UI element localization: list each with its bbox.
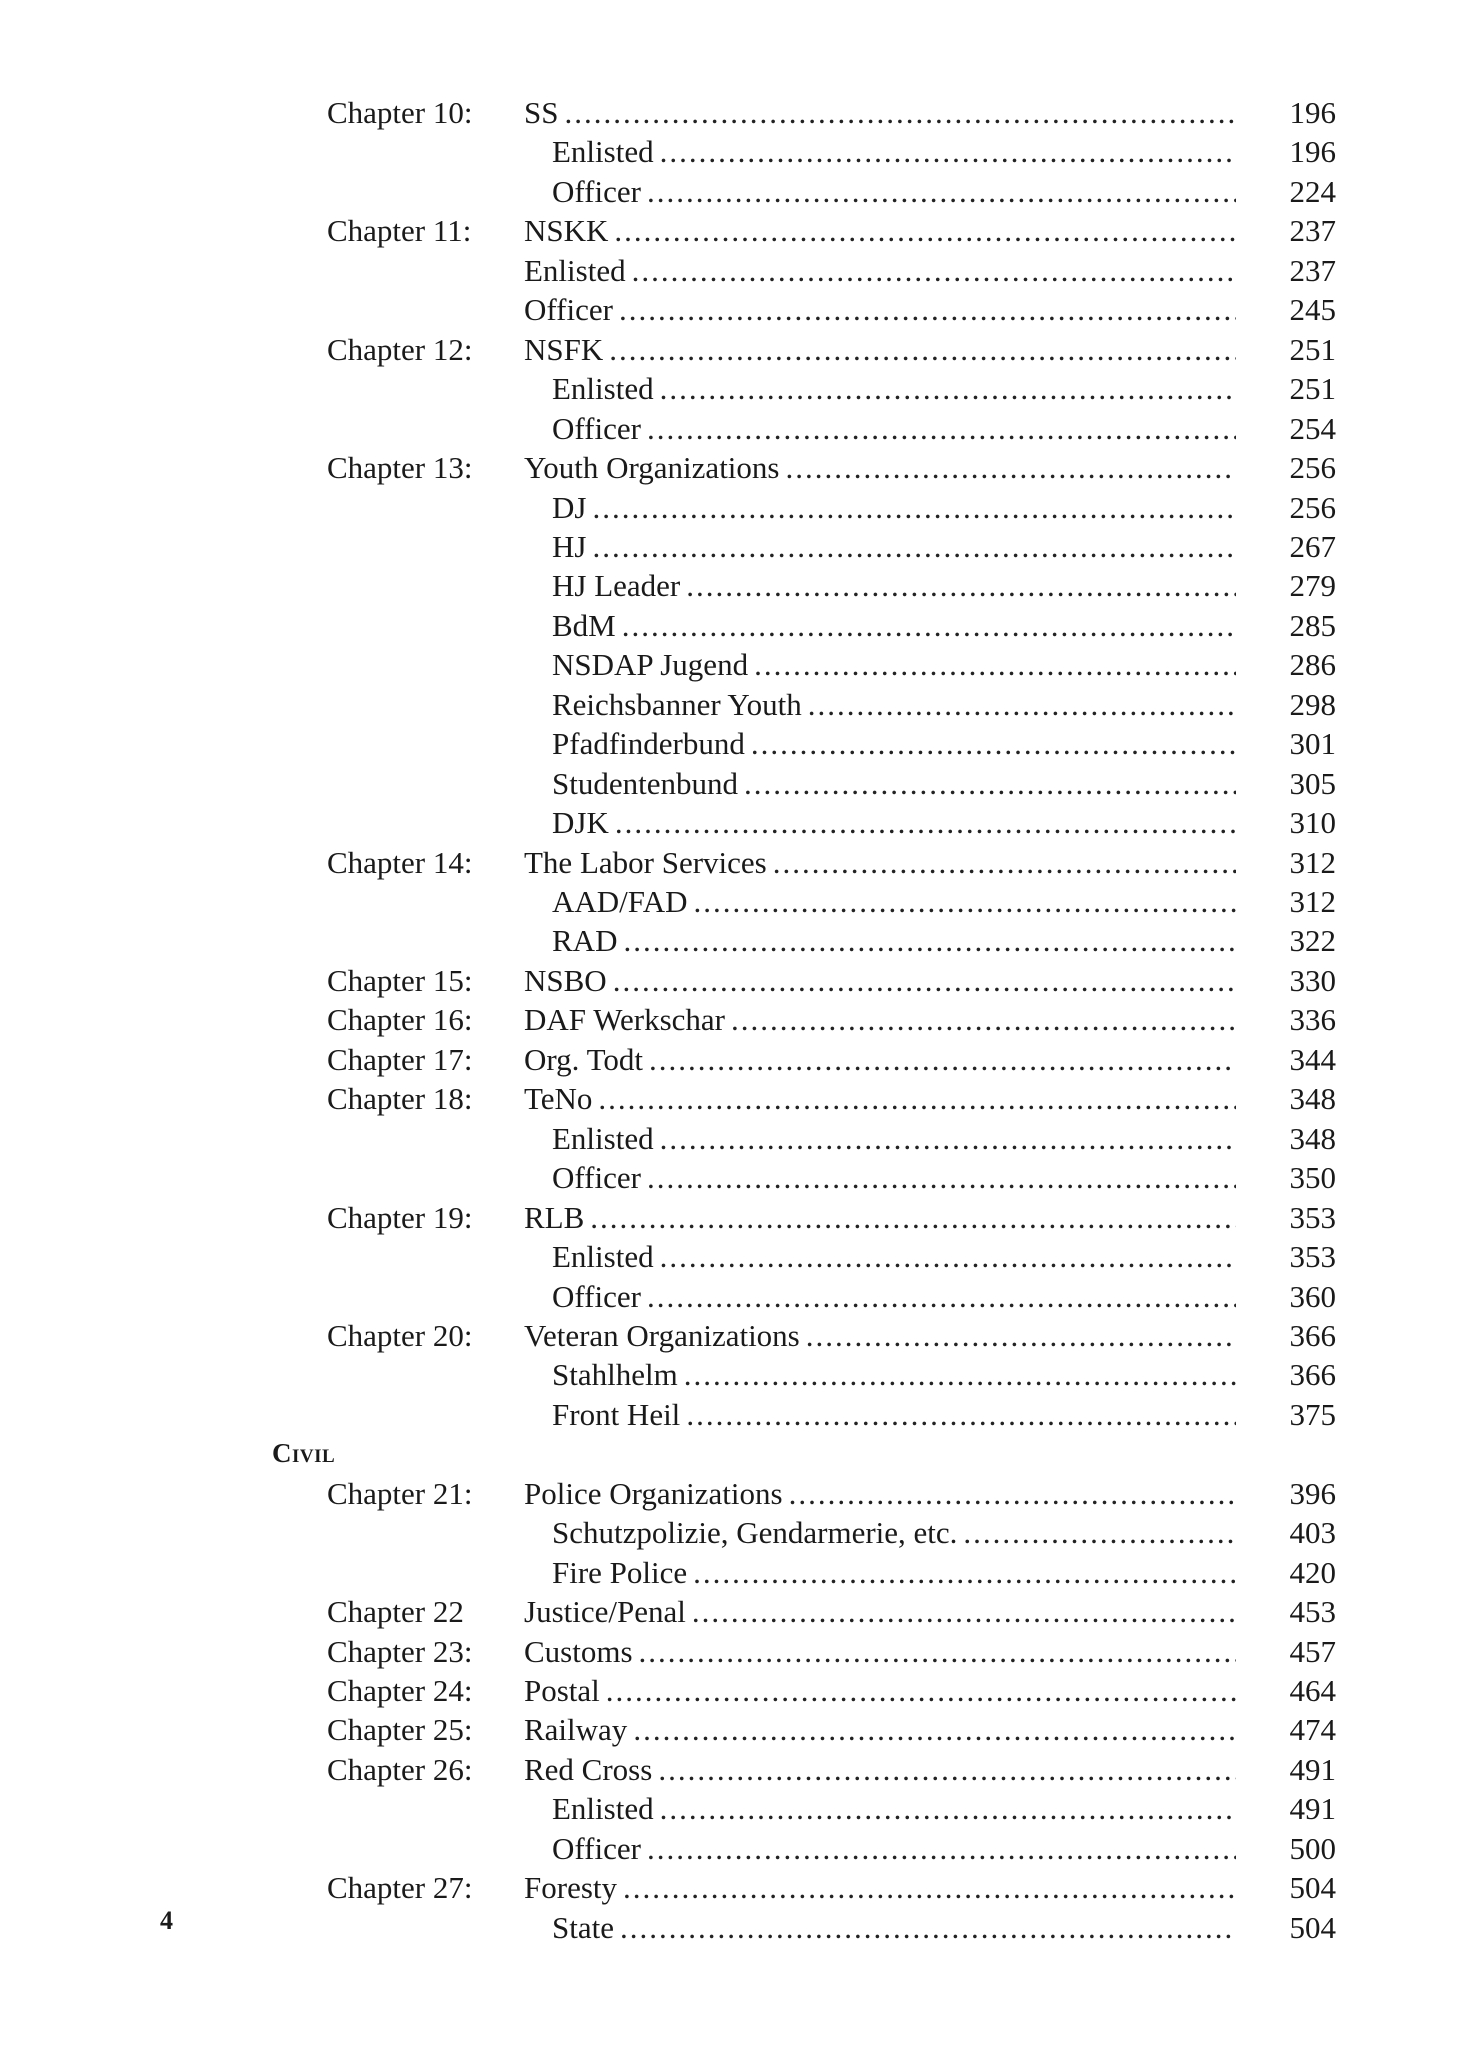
chapter-number: Chapter 20: <box>327 1317 473 1353</box>
entry-title: Front Heil <box>552 1396 681 1432</box>
entry-page-number: 256 <box>1289 450 1336 486</box>
toc-entry-row <box>0 566 1482 605</box>
entry-title: Foresty <box>524 1870 617 1906</box>
entry-page-number: 350 <box>1289 1160 1336 1196</box>
entry-page-number: 464 <box>1289 1673 1336 1708</box>
toc-entry <box>552 1789 1236 1828</box>
entry-page-number: 504 <box>1289 1909 1336 1945</box>
entry-title: HJ Leader <box>552 568 681 604</box>
entry-page-number: 245 <box>1289 292 1336 328</box>
entry-title: RLB <box>524 1199 585 1235</box>
dot-leader <box>598 1079 1236 1118</box>
chapter-number: Chapter 21: <box>327 1475 473 1511</box>
entry-page-number: 237 <box>1289 252 1336 288</box>
dot-leader <box>649 1040 1236 1079</box>
dot-leader <box>592 488 1236 527</box>
toc-entry-row <box>0 409 1482 448</box>
toc-entry-row <box>0 764 1482 803</box>
dot-leader <box>686 566 1236 605</box>
entry-page-number: 396 <box>1289 1475 1336 1511</box>
dot-leader <box>620 1908 1236 1947</box>
chapter-number: Chapter 14: <box>327 844 473 880</box>
toc-entry <box>552 488 1236 527</box>
entry-page-number: 224 <box>1289 173 1336 209</box>
toc-entry-row <box>0 1198 1482 1237</box>
entry-page-number: 237 <box>1289 213 1336 249</box>
toc-entry-row <box>0 488 1482 527</box>
entry-page-number: 366 <box>1289 1317 1336 1353</box>
toc-entry-row <box>0 606 1482 645</box>
entry-page-number: 322 <box>1289 923 1336 959</box>
toc-entry-row <box>0 843 1482 882</box>
entry-title: Officer <box>552 1830 641 1866</box>
dot-leader <box>693 1553 1236 1592</box>
entry-page-number: 285 <box>1289 607 1336 643</box>
toc-entry-row <box>0 1355 1482 1394</box>
entry-title: Org. Todt <box>524 1041 643 1077</box>
entry-title: DJK <box>552 805 609 841</box>
entry-page-number: 298 <box>1289 686 1336 722</box>
chapter-number: Chapter 16: <box>327 1002 473 1038</box>
entry-title: Officer <box>552 1278 641 1314</box>
toc-entry <box>524 961 1236 1000</box>
dot-leader <box>660 1237 1236 1276</box>
toc-entry <box>524 330 1236 369</box>
entry-title: HJ <box>552 528 587 564</box>
toc-entry-row <box>0 1632 1482 1671</box>
toc-entry <box>552 685 1236 724</box>
chapter-number: Chapter 17: <box>327 1041 473 1077</box>
entry-title: Stahlhelm <box>552 1357 678 1393</box>
toc-entry <box>552 1513 1236 1552</box>
toc-entry <box>552 803 1236 842</box>
entry-title: BdM <box>552 607 616 643</box>
dot-leader <box>632 251 1236 290</box>
entry-page-number: 312 <box>1289 844 1336 880</box>
dot-leader <box>684 1355 1236 1394</box>
chapter-number: Chapter 19: <box>327 1199 473 1235</box>
entry-title: Pfadfinderbund <box>552 726 745 762</box>
dot-leader <box>647 1158 1236 1197</box>
dot-leader <box>692 1592 1236 1631</box>
toc-entry-row <box>0 448 1482 487</box>
dot-leader <box>694 882 1237 921</box>
toc-entry <box>524 1198 1236 1237</box>
toc-entry <box>552 1237 1236 1276</box>
dot-leader <box>963 1513 1236 1552</box>
dot-leader <box>615 803 1236 842</box>
entry-title: RAD <box>552 923 618 959</box>
toc-entry <box>552 882 1236 921</box>
toc-entry <box>524 1079 1236 1118</box>
toc-entry-row <box>0 1671 1482 1710</box>
section-heading: Civil <box>272 1438 336 1469</box>
toc-entry-row <box>0 172 1482 211</box>
entry-title: Officer <box>552 173 641 209</box>
toc-entry-row <box>0 1908 1482 1947</box>
dot-leader <box>660 132 1236 171</box>
entry-title: Railway <box>524 1712 628 1748</box>
toc-entry-row <box>0 1079 1482 1118</box>
entry-title: Customs <box>524 1633 633 1669</box>
dot-leader <box>686 1395 1236 1434</box>
entry-page-number: 267 <box>1289 528 1336 564</box>
toc-entry <box>552 1553 1236 1592</box>
toc-entry <box>552 724 1236 763</box>
toc-entry-row <box>0 921 1482 960</box>
entry-page-number: 491 <box>1289 1791 1336 1827</box>
entry-title: SS <box>524 95 559 130</box>
toc-entry-row <box>0 330 1482 369</box>
toc-entry-row <box>0 1592 1482 1631</box>
toc-entry <box>552 1355 1236 1394</box>
section-heading-row <box>0 1434 1482 1473</box>
entry-page-number: 353 <box>1289 1199 1336 1235</box>
toc-entry-row <box>0 369 1482 408</box>
toc-entry-row <box>0 1119 1482 1158</box>
toc-entry <box>524 1671 1236 1710</box>
entry-title: DAF Werkschar <box>524 1002 725 1038</box>
chapter-number: Chapter 24: <box>327 1673 473 1708</box>
dot-leader <box>744 764 1236 803</box>
toc-entry <box>552 132 1236 171</box>
entry-page-number: 344 <box>1289 1041 1336 1077</box>
entry-title: Enlisted <box>552 1239 654 1275</box>
toc-entry-row <box>0 882 1482 921</box>
dot-leader <box>660 369 1236 408</box>
dot-leader <box>808 685 1236 724</box>
dot-leader <box>731 1000 1236 1039</box>
entry-title: Postal <box>524 1673 600 1708</box>
toc-entry <box>552 369 1236 408</box>
entry-page-number: 301 <box>1289 726 1336 762</box>
dot-leader <box>623 1868 1236 1907</box>
toc-entry <box>552 1829 1236 1868</box>
entry-title: Enlisted <box>552 1120 654 1156</box>
toc-entry <box>552 764 1236 803</box>
toc-entry-row <box>0 1789 1482 1828</box>
entry-page-number: 403 <box>1289 1515 1336 1551</box>
dot-leader <box>647 1829 1236 1868</box>
entry-page-number: 305 <box>1289 765 1336 801</box>
entry-title: Youth Organizations <box>524 450 780 486</box>
entry-page-number: 336 <box>1289 1002 1336 1038</box>
entry-title: Studentenbund <box>552 765 738 801</box>
chapter-number: Chapter 13: <box>327 450 473 486</box>
entry-page-number: 256 <box>1289 489 1336 525</box>
toc-entry-row <box>0 1710 1482 1749</box>
toc-entry-row <box>0 1829 1482 1868</box>
entry-title: NSKK <box>524 213 609 249</box>
toc-entry <box>524 211 1236 250</box>
toc-entry <box>524 448 1236 487</box>
toc-entry-row <box>0 290 1482 329</box>
dot-leader <box>623 921 1236 960</box>
dot-leader <box>613 961 1236 1000</box>
toc-entry-row <box>0 1000 1482 1039</box>
dot-leader <box>660 1789 1236 1828</box>
entry-page-number: 500 <box>1289 1830 1336 1866</box>
entry-page-number: 504 <box>1289 1870 1336 1906</box>
entry-page-number: 312 <box>1289 884 1336 919</box>
toc-entry <box>524 1750 1236 1789</box>
entry-title: Reichsbanner Youth <box>552 686 802 722</box>
toc-entry <box>552 1119 1236 1158</box>
dot-leader <box>647 1277 1236 1316</box>
entry-title: Enlisted <box>524 252 626 288</box>
dot-leader <box>614 211 1236 250</box>
entry-page-number: 251 <box>1289 371 1336 407</box>
dot-leader <box>609 330 1236 369</box>
toc-entry-row <box>0 132 1482 171</box>
entry-page-number: 286 <box>1289 647 1336 683</box>
toc-entry-row <box>0 1513 1482 1552</box>
entry-page-number: 474 <box>1289 1712 1336 1748</box>
entry-page-number: 366 <box>1289 1357 1336 1393</box>
toc-entry <box>524 1632 1236 1671</box>
entry-page-number: 353 <box>1289 1239 1336 1275</box>
toc-entry <box>552 527 1236 566</box>
toc-entry-row <box>0 1395 1482 1434</box>
dot-leader <box>754 645 1236 684</box>
toc-entry <box>524 93 1236 132</box>
dot-leader <box>658 1750 1236 1789</box>
toc-entry <box>524 1474 1236 1513</box>
toc-entry <box>552 409 1236 448</box>
entry-page-number: 279 <box>1289 568 1336 604</box>
toc-entry-row <box>0 211 1482 250</box>
entry-page-number: 196 <box>1289 134 1336 170</box>
chapter-number: Chapter 27: <box>327 1870 473 1906</box>
entry-page-number: 348 <box>1289 1120 1336 1156</box>
chapter-number: Chapter 26: <box>327 1751 473 1787</box>
chapter-number: Chapter 23: <box>327 1633 473 1669</box>
entry-title: NSFK <box>524 331 604 367</box>
toc-entry <box>524 1316 1236 1355</box>
dot-leader <box>590 1198 1236 1237</box>
toc-entry <box>552 1908 1236 1947</box>
entry-title: DJ <box>552 489 587 525</box>
dot-leader <box>622 606 1236 645</box>
chapter-number: Chapter 25: <box>327 1712 473 1748</box>
entry-page-number: 310 <box>1289 805 1336 841</box>
toc-entry-row <box>0 251 1482 290</box>
entry-title: TeNo <box>524 1081 593 1117</box>
entry-title: NSBO <box>524 962 607 998</box>
toc-entry-row <box>0 527 1482 566</box>
entry-title: Enlisted <box>552 371 654 407</box>
entry-page-number: 420 <box>1289 1554 1336 1590</box>
chapter-number: Chapter 18: <box>327 1081 473 1117</box>
entry-page-number: 453 <box>1289 1594 1336 1630</box>
toc-entry-row <box>0 961 1482 1000</box>
dot-leader <box>773 843 1236 882</box>
dot-leader <box>619 290 1236 329</box>
entry-page-number: 330 <box>1289 962 1336 998</box>
entry-page-number: 375 <box>1289 1396 1336 1432</box>
entry-title: AAD/FAD <box>552 884 688 919</box>
dot-leader <box>751 724 1236 763</box>
dot-leader <box>592 527 1236 566</box>
toc-entry-row <box>0 1553 1482 1592</box>
chapter-number: Chapter 10: <box>327 95 473 130</box>
dot-leader <box>639 1632 1236 1671</box>
toc-entry-row <box>0 1040 1482 1079</box>
dot-leader <box>647 172 1236 211</box>
entry-page-number: 491 <box>1289 1751 1336 1787</box>
entry-page-number: 251 <box>1289 331 1336 367</box>
toc-entry <box>552 566 1236 605</box>
entry-page-number: 348 <box>1289 1081 1336 1117</box>
toc-entry <box>552 606 1236 645</box>
toc-entry <box>552 1277 1236 1316</box>
chapter-number: Chapter 12: <box>327 331 473 367</box>
entry-title: The Labor Services <box>524 844 767 880</box>
toc-entry-row <box>0 685 1482 724</box>
toc-entry <box>524 251 1236 290</box>
toc-entry-row <box>0 803 1482 842</box>
toc-entry-row <box>0 1277 1482 1316</box>
toc-entry-row <box>0 1750 1482 1789</box>
toc-entry <box>524 290 1236 329</box>
toc-entry <box>552 645 1236 684</box>
toc-entry <box>524 1592 1236 1631</box>
entry-title: Officer <box>552 410 641 446</box>
entry-title: Enlisted <box>552 1791 654 1827</box>
toc-entry <box>552 1158 1236 1197</box>
entry-page-number: 254 <box>1289 410 1336 446</box>
entry-title: NSDAP Jugend <box>552 647 749 683</box>
dot-leader <box>564 93 1236 132</box>
toc-entry <box>552 172 1236 211</box>
dot-leader <box>647 409 1236 448</box>
toc-entry-row <box>0 724 1482 763</box>
toc-entry <box>552 921 1236 960</box>
chapter-number: Chapter 22 <box>327 1594 464 1630</box>
page-number: 4 <box>160 1906 173 1935</box>
toc-entry-row <box>0 1158 1482 1197</box>
toc-entry <box>524 1868 1236 1907</box>
entry-title: Officer <box>552 1160 641 1196</box>
toc-entry <box>552 1395 1236 1434</box>
toc-entry-row <box>0 1474 1482 1513</box>
toc-entry <box>524 1000 1236 1039</box>
entry-title: Schutzpolizie, Gendarmerie, etc. <box>552 1515 958 1551</box>
toc-entry <box>524 1040 1236 1079</box>
toc-entry <box>524 843 1236 882</box>
dot-leader <box>606 1671 1236 1710</box>
toc-entry <box>524 1710 1236 1749</box>
toc-entry-row <box>0 1868 1482 1907</box>
chapter-number: Chapter 11: <box>327 213 472 249</box>
entry-title: Veteran Organizations <box>524 1317 800 1353</box>
toc-entry-row <box>0 645 1482 684</box>
entry-page-number: 360 <box>1289 1278 1336 1314</box>
entry-title: Officer <box>524 292 613 328</box>
entry-title: Police Organizations <box>524 1475 783 1511</box>
entry-title: Red Cross <box>524 1751 653 1787</box>
entry-page-number: 196 <box>1289 95 1336 130</box>
toc-entry-row <box>0 1316 1482 1355</box>
entry-title: Enlisted <box>552 134 654 170</box>
dot-leader <box>789 1474 1236 1513</box>
entry-page-number: 457 <box>1289 1633 1336 1669</box>
toc-entry-row <box>0 1237 1482 1276</box>
entry-title: Fire Police <box>552 1554 688 1590</box>
dot-leader <box>660 1119 1236 1158</box>
entry-title: State <box>552 1909 614 1945</box>
entry-title: Justice/Penal <box>524 1594 686 1630</box>
dot-leader <box>806 1316 1236 1355</box>
dot-leader <box>633 1710 1236 1749</box>
chapter-number: Chapter 15: <box>327 962 473 998</box>
toc-entry-row <box>0 93 1482 132</box>
dot-leader <box>785 448 1236 487</box>
